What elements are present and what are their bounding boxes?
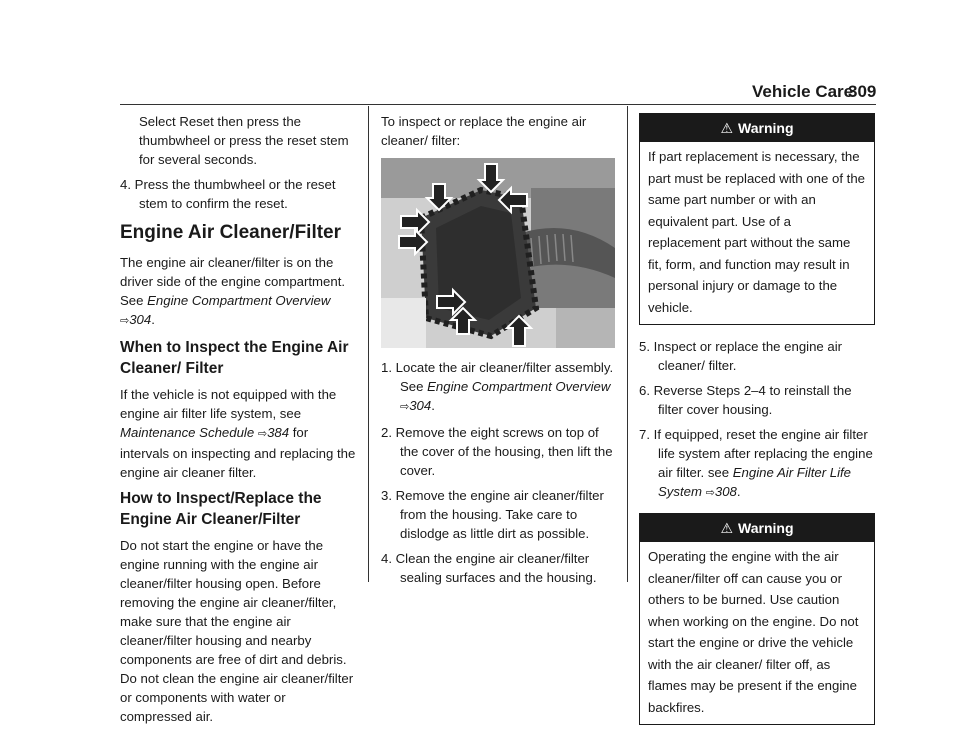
when-to-inspect-title: When to Inspect the Engine Air Cleaner/ Filter <box>120 339 349 377</box>
step-2: 2. Remove the eight screws on top of the cover of the housing, then lift the cover. <box>381 425 613 478</box>
air-cleaner-photo <box>381 158 615 348</box>
air-filter-life-link[interactable]: Engine Air Filter Life System <box>658 465 852 499</box>
warning-text-2: Operating the engine with the air cleaner/filter off can cause you or others to be burned. Use caution when working on the engine. Do not start the engine or drive the vehicle with the air cleaner/ filter off, as flames may be present if the engine backfires. <box>648 549 859 715</box>
step-4-clean: 4. Clean the engine air cleaner/filter sealing surfaces and the housing. <box>381 551 597 585</box>
column-3 <box>639 113 875 737</box>
step-3: 3. Remove the engine air cleaner/filter from the housing. Take care to dislodge as little dirt as possible. <box>381 488 604 541</box>
warning-icon: ⚠ <box>720 520 734 536</box>
page-reference-icon: ⇨ <box>257 428 268 440</box>
procedure-intro: To inspect or replace the engine air cleaner/ filter: <box>381 114 587 148</box>
warning-text-1: If part replacement is necessary, the part must be replaced with one of the same part number or with an equivalent part. Use of a replacement part without the same fit, form, and function may result in personal injury or damage to the vehicle. <box>648 149 865 315</box>
engine-compartment-link-2[interactable]: Engine Compartment Overview <box>427 379 611 394</box>
column-divider-1 <box>368 106 369 582</box>
warning-box-1 <box>639 113 875 325</box>
engine-compartment-link[interactable]: Engine Compartment Overview <box>147 293 331 308</box>
intro-paragraph: The engine air cleaner/filter is on the driver side of the engine compartment. See Engine Compartment Overview ⇨304. <box>120 255 346 327</box>
warning-box-2 <box>639 513 875 725</box>
step-5: 5. Inspect or replace the engine air cleaner/ filter. <box>639 339 843 373</box>
page-header-section: Vehicle Care <box>752 82 854 101</box>
maintenance-schedule-link[interactable]: Maintenance Schedule <box>120 425 255 440</box>
page-reference-icon: ⇨ <box>400 401 410 413</box>
page-reference-icon: ⇨ <box>705 487 715 499</box>
step-6: 6. Reverse Steps 2–4 to reinstall the filter cover housing. <box>639 383 852 417</box>
when-paragraph: If the vehicle is not equipped with the engine air filter life system, see Maintenance Schedule ⇨384 for intervals on inspecting and replacing the engine air cleaner filter. <box>120 387 356 480</box>
how-to-inspect-title: How to Inspect/Replace the Engine Air Cleaner/Filter <box>120 490 322 528</box>
step-1: 1. Locate the air cleaner/filter assembly. See Engine Compartment Overview ⇨304. <box>381 360 614 413</box>
page-number: 309 <box>848 82 877 101</box>
column-divider-2 <box>627 106 628 582</box>
column-1 <box>120 112 356 732</box>
header-rule <box>120 104 876 105</box>
warning-header-2: ⚠ Warning <box>640 514 874 542</box>
section-title: Engine Air Cleaner/Filter <box>120 222 342 243</box>
how-paragraph: Do not start the engine or have the engine running with the engine air cleaner/filter housing open. Before removing the engine air cleaner/filter, make sure that the engine air cleaner/filter housing and nearby components are free of dirt and debris. Do not clean the engine air cleaner/filter or components with water or compressed air. <box>120 538 354 724</box>
step-7: 7. If equipped, reset the engine air filter life system after replacing the engine air filter. see Engine Air Filter Life System ⇨308. <box>639 427 873 499</box>
warning-icon: ⚠ <box>720 120 734 136</box>
step-4-reset: 4. Press the thumbwheel or the reset stem to confirm the reset. <box>120 177 336 211</box>
warning-header-1: ⚠ Warning <box>640 114 874 142</box>
continued-text: Select Reset then press the thumbwheel or press the reset stem for several seconds. <box>139 114 349 167</box>
column-2 <box>381 112 617 593</box>
page-reference-icon: ⇨ <box>120 315 130 327</box>
